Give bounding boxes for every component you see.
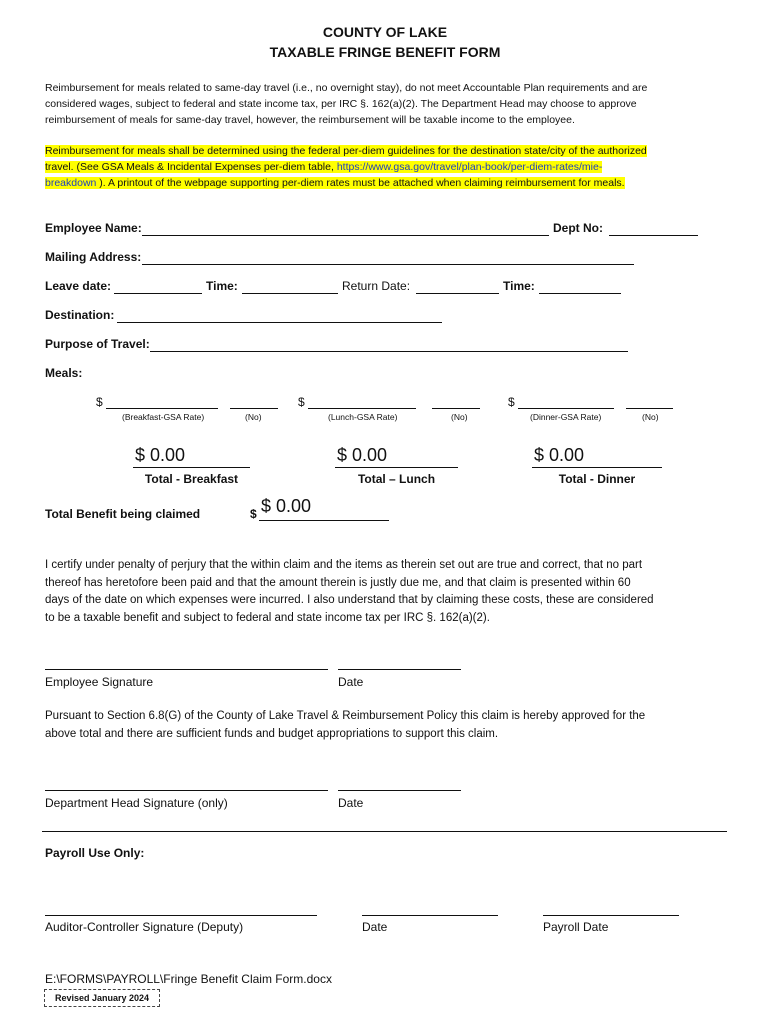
dinner-no-caption: (No) [642,412,659,422]
total-benefit-label: Total Benefit being claimed [45,507,201,521]
destination-field[interactable] [117,322,442,323]
dept-head-signature-label: Department Head Signature (only) [45,796,228,810]
total-breakfast-line [133,467,250,468]
employee-signature-field[interactable] [45,669,328,670]
file-path: E:\FORMS\PAYROLL\Fringe Benefit Claim Form.docx [45,972,332,986]
dinner-count-field[interactable] [626,408,673,409]
purpose-field[interactable] [150,351,628,352]
breakfast-rate-field[interactable] [106,408,218,409]
leave-date-field[interactable] [114,293,202,294]
intro-paragraph: Reimbursement for meals related to same-day travel (i.e., no overnight stay), do not meet Accountable Plan requirements and are considered wages, subject to federal and state income tax, per IRC §. 162(a)(2). The Department Head may choose to approve reimbursement of meals for same-day travel, however, the reimbursement will be taxable income to the employee. [45,82,648,126]
leave-time-label: Time: [206,279,238,293]
employee-date-label: Date [338,675,364,689]
dinner-rate-field[interactable] [518,408,614,409]
payroll-date-field[interactable] [543,915,679,916]
employee-signature-label: Employee Signature [45,675,154,689]
return-date-label: Return Date: [342,279,411,293]
mailing-address-field[interactable] [142,264,634,265]
total-benefit-amount[interactable]: $ 0.00 [261,496,312,516]
dept-head-signature-field[interactable] [45,790,328,791]
auditor-date-label: Date [362,920,388,934]
dinner-rate-caption: (Dinner-GSA Rate) [530,412,602,422]
total-dinner-line [532,467,662,468]
gsa-link[interactable]: https://www.gsa.gov/travel/plan-book/per-diem-rates/mie- [336,161,603,173]
total-lunch-amount[interactable]: $ 0.00 [337,445,388,465]
breakfast-count-field[interactable] [230,408,278,409]
dept-head-date-field[interactable] [338,790,461,791]
total-breakfast-label: Total - Breakfast [144,472,239,486]
total-dinner-amount[interactable]: $ 0.00 [534,445,585,465]
return-time-label: Time: [503,279,535,293]
lunch-dollar: $ [298,395,305,409]
employee-name-label: Employee Name: [45,221,142,235]
auditor-date-field[interactable] [362,915,498,916]
meals-label: Meals: [45,366,83,380]
certification-paragraph: I certify under penalty of perjury that the within claim and the items as therein set out are true and correct, that no part thereof has heretofore been paid and that the amount therein is justly due me, and that claim is presented within 60 days of the date on which expenses were incurred. I also understand that by claiming these costs, these are considered to be a taxable benefit and subject to federal and state income tax per IRC §. 162(a)(2). [45,559,654,624]
total-breakfast-amount[interactable]: $ 0.00 [135,445,186,465]
auditor-signature-field[interactable] [45,915,317,916]
breakfast-dollar: $ [96,395,103,409]
return-time-field[interactable] [539,293,621,294]
dept-head-date-label: Date [338,796,364,810]
form-title-line2: TAXABLE FRINGE BENEFIT FORM [269,44,501,60]
total-lunch-label: Total – Lunch [357,472,436,486]
payroll-date-label: Payroll Date [543,920,609,934]
leave-date-label: Leave date: [45,279,112,293]
payroll-title: Payroll Use Only: [45,846,145,860]
total-lunch-line [335,467,458,468]
total-benefit-dollar: $ [250,507,257,521]
approval-paragraph: Pursuant to Section 6.8(G) of the County of Lake Travel & Reimbursement Policy this claim is hereby approved for the above total and there are sufficient funds and budget appropriations to support this claim. [45,710,646,740]
mailing-address-label: Mailing Address: [45,250,142,264]
breakfast-rate-caption: (Breakfast-GSA Rate) [122,412,205,422]
revised-stamp: Revised January 2024 [44,989,160,1007]
lunch-rate-field[interactable] [308,408,416,409]
form-title-line1: COUNTY OF LAKE [322,24,448,40]
auditor-signature-label: Auditor-Controller Signature (Deputy) [45,920,244,934]
employee-signature-date-field[interactable] [338,669,461,670]
lunch-rate-caption: (Lunch-GSA Rate) [328,412,398,422]
employee-name-field[interactable] [142,235,549,236]
total-dinner-label: Total - Dinner [558,472,636,486]
purpose-label: Purpose of Travel: [45,337,150,351]
lunch-count-field[interactable] [432,408,480,409]
return-date-field[interactable] [416,293,499,294]
breakfast-no-caption: (No) [245,412,262,422]
section-divider [42,831,727,832]
lunch-no-caption: (No) [451,412,468,422]
destination-label: Destination: [45,308,115,322]
gsa-link-continued[interactable]: breakdown [45,177,97,189]
leave-time-field[interactable] [242,293,338,294]
dept-no-field[interactable] [609,235,698,236]
dept-no-label: Dept No: [553,221,603,235]
per-diem-notice: Reimbursement for meals shall be determined using the federal per-diem guidelines for the destination state/city of the authorized travel. (See GSA Meals & Incidental Expenses per-diem table, https://www.gsa.gov/travel/plan-book/per-diem-rates/mie- breakdown ). A printout of the webpage supporting per-diem rates must be attached when claiming reimbursement for meals. [45,145,647,189]
dinner-dollar: $ [508,395,515,409]
total-benefit-line [259,520,389,521]
